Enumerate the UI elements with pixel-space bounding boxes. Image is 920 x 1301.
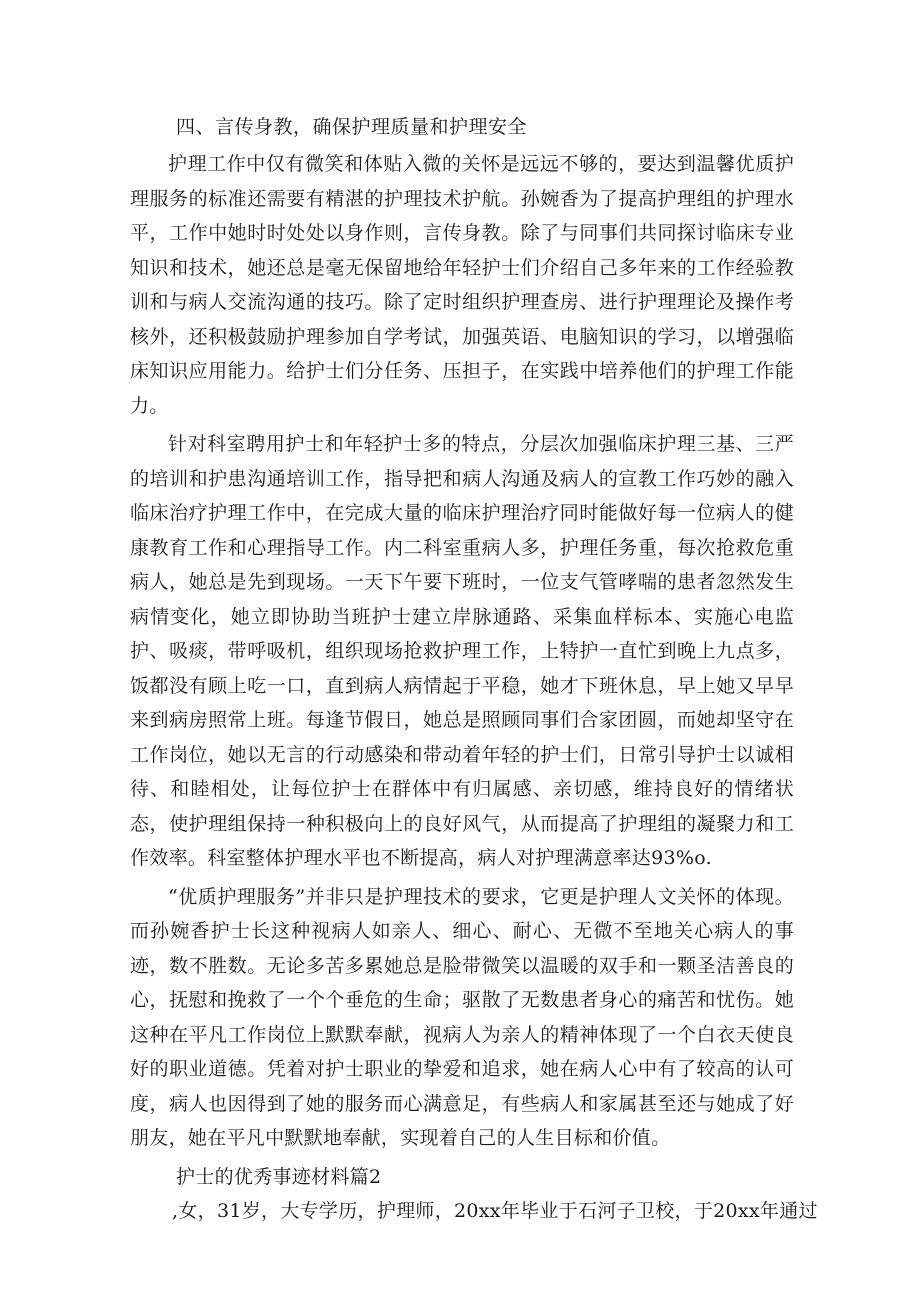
paragraph-2: 针对科室聘用护士和年轻护士多的特点，分层次加强临床护理三基、三严的培训和护患沟通培训工作，指导把和病人沟通及病人的宣教工作巧妙的融入临床治疗护理工作中，在完成大量的临床护理治疗同时能做好每一位病人的健康教育工作和心理指导工作。内二科室重病人多，护理任务重，每次抢救危重病人，她总是先到现场。一天下午要下班时，一位支气管哮喘的患者忽然发生病情变化，她立即协助当班护士建立岸脉通路、采集血样标本、实施心电监护、吸痰，带呼吸机，组织现场抢救护理工作，上特护一直忙到晚上九点多，饭都没有顾上吃一口，直到病人病情起于平稳，她才下班休息，早上她又早早来到病房照常上班。每逢节假日，她总是照顾同事们合家团圆，而她却坚守在工作岗位，她以无言的行动感染和带动着年轻的护士们，日常引导护士以诚相待、和睦相处，让每位护士在群体中有归属感、亲切感，维持良好的情绪状态，使护理组保持一种积极向上的良好风气，从而提高了护理组的凝聚力和工作效率。科室整体护理水平也不断提高，病人对护理满意率达93%o. xyxy=(130,433,794,869)
paragraph-1: 护理工作中仅有微笑和体贴入微的关怀是远远不够的，要达到温馨优质护理服务的标准还需要有精湛的护理技术护航。孙婉香为了提高护理组的护理水平，工作中她时时处处以身作则，言传身教。除了与同事们共同探讨临床专业知识和技术，她还总是毫无保留地给年轻护士们介绍自己多年来的工作经验教训和与病人交流沟通的技巧。除了定时组织护理查房、进行护理理论及操作考核外，还积极鼓励护理参加自学考试，加强英语、电脑知识的学习，以增强临床知识应用能力。给护士们分任务、压担子，在实践中培养他们的护理工作能力。 xyxy=(130,153,794,417)
trailing-line: ,女，31岁，大专学历，护理师，20xx年毕业于石河子卫校，于20xx年通过 xyxy=(172,1199,818,1222)
section-heading: 四、言传身教，确保护理质量和护理安全 xyxy=(176,116,528,138)
subheading: 护士的优秀事迹材料篇2 xyxy=(176,1165,382,1188)
document-body xyxy=(130,113,818,1228)
paragraph-3: “优质护理服务”并非只是护理技术的要求，它更是护理人文关怀的体现。而孙婉香护士长这种视病人如亲人、细心、耐心、无微不至地关心病人的事迹，数不胜数。无论多苦多累她总是脸带微笑以温暖的双手和一颗圣洁善良的心，抚慰和挽救了一个个垂危的生命；驱散了无数患者身心的痛苦和忧伤。她这种在平凡工作岗位上默默奉献，视病人为亲人的精神体现了一个白衣天使良好的职业道德。凭着对护士职业的挚爱和追求，她在病人心中有了较高的认可度，病人也因得到了她的服务而心满意足，有些病人和家属甚至还与她成了好朋友，她在平凡中默默地奉献，实现着自己的人生目标和价值。 xyxy=(130,885,794,1149)
